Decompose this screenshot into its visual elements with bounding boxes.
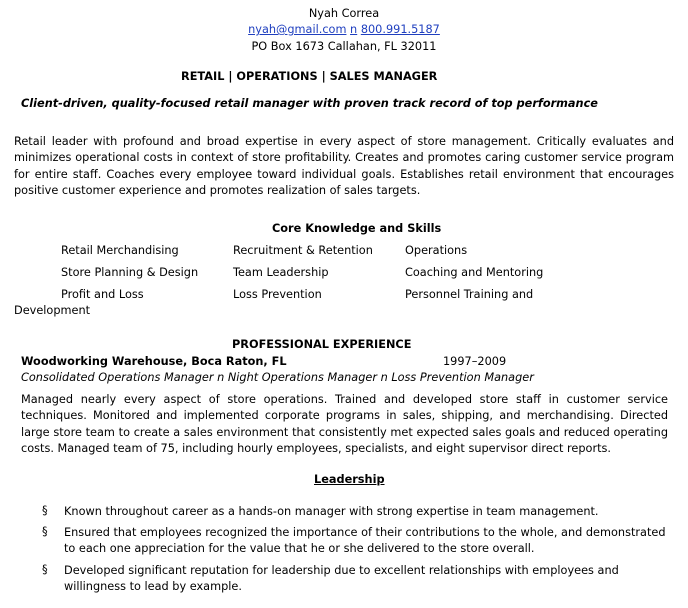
skill-item: Personnel Training and (405, 288, 534, 301)
bullet-text: Developed significant reputation for leadership due to excellent relationships with employees and willingness to lead by example. (64, 564, 619, 593)
bullet-marker: § (42, 504, 48, 517)
bullet-text: Known throughout career as a hands-on manager with strong expertise in team management. (64, 505, 599, 518)
skill-item-wrap: Development (14, 304, 91, 317)
summary-paragraph: Retail leader with profound and broad expertise in every aspect of store management. Critically evaluates and minimizes operational costs in context of store profitability. Creates and promotes caring customer service program for entire staff. Coaches every employee toward individual goals. Establishes retail environment that encourages positive customer experience and promotes realization of sales targets. (14, 135, 674, 197)
experience-heading: PROFESSIONAL EXPERIENCE (232, 338, 412, 351)
phone-link[interactable]: 800.991.5187 (360, 23, 440, 36)
skill-item: Retail Merchandising (61, 244, 179, 257)
employment-dates: 1997–2009 (443, 355, 507, 368)
experience-description: Managed nearly every aspect of store operations. Trained and developed store staff in customer service techniques. Monitored and implemented corporate programs in sales, shipping, and merchandising. Directed large store team to create a sales environment that consistently met expected sales goals and reduced operating costs. Managed team of 75, including hourly employees, specialists, and eight supervisor direct reports. (21, 393, 668, 455)
skills-heading: Core Knowledge and Skills (272, 222, 442, 235)
contact-separator: n (350, 23, 358, 36)
contact-line (0, 23, 688, 36)
bullet-marker: § (42, 563, 48, 576)
job-roles: Consolidated Operations Manager n Night Operations Manager n Loss Prevention Manager (21, 371, 534, 384)
skill-item: Loss Prevention (233, 288, 322, 301)
leadership-heading: Leadership (314, 473, 385, 486)
tagline: Client-driven, quality-focused retail manager with proven track record of top performance (21, 97, 598, 110)
bullet-text: Ensured that employees recognized the importance of their contributions to the whole, and demonstrated to each one appreciation for the value that he or she delivered to the store overall. (64, 526, 666, 555)
skill-item: Team Leadership (233, 266, 329, 279)
bullet-marker: § (42, 525, 48, 538)
skill-item: Profit and Loss (61, 288, 144, 301)
company-name: Woodworking Warehouse, Boca Raton, FL (21, 355, 287, 368)
candidate-name: Nyah Correa (308, 7, 380, 20)
resume-title: RETAIL | OPERATIONS | SALES MANAGER (181, 70, 438, 83)
address: PO Box 1673 Callahan, FL 32011 (251, 40, 437, 53)
skill-item: Store Planning & Design (61, 266, 199, 279)
email-link[interactable]: nyah@gmail.com (248, 23, 347, 36)
skill-item: Operations (405, 244, 468, 257)
skill-item: Recruitment & Retention (233, 244, 373, 257)
skill-item: Coaching and Mentoring (405, 266, 544, 279)
